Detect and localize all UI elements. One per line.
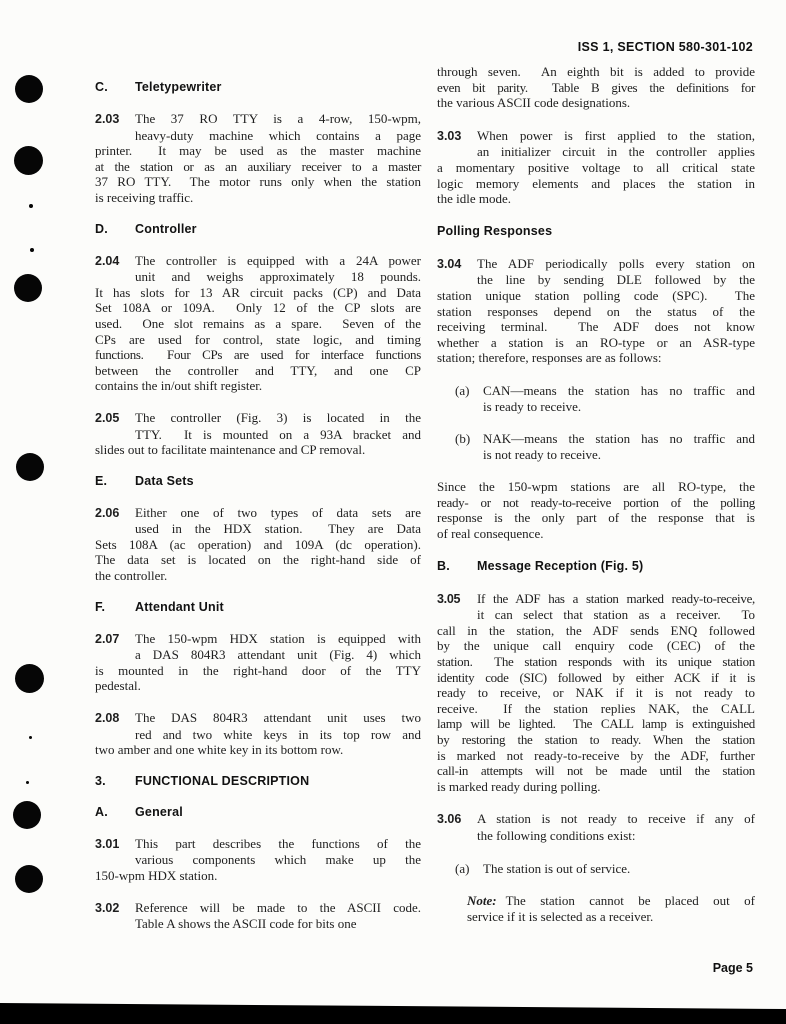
paragraph [437, 256, 755, 366]
paragraph-number: 3.04 [437, 256, 462, 271]
text-line: two amber and one white key in its bottom row. [95, 742, 344, 758]
paragraph [95, 900, 421, 932]
line-text: When power is first applied to the station, [477, 127, 755, 143]
list-marker: (b) [455, 431, 471, 447]
line-text: The 150-wpm HDX station is equipped with [135, 630, 421, 646]
text-line: Set 108A or 109A. Only 12 of the CP slots are [95, 300, 421, 316]
paragraph [437, 128, 755, 207]
heading-label: F. [95, 599, 106, 614]
text-line: an initializer circuit in the controller applies [477, 144, 755, 160]
paragraph-number: 2.05 [95, 410, 120, 425]
heading-label: B. [437, 558, 450, 573]
list-marker: (a) [455, 382, 470, 398]
paragraph [95, 631, 421, 694]
text-line: the controller. [95, 568, 168, 584]
text-line: is mounted in the right-hand door of the TTY [95, 662, 421, 678]
section-heading [437, 224, 755, 239]
heading-title: FUNCTIONAL DESCRIPTION [135, 773, 310, 788]
text-line: The data set is located on the right-hand side of [95, 552, 421, 568]
line-text: The ADF periodically polls every station on [477, 255, 755, 271]
section-heading [95, 774, 421, 789]
text-line [437, 811, 755, 828]
heading-title: Polling Responses [437, 223, 553, 238]
text-line: lamp will be lighted. The CALL lamp is extinguished [437, 716, 755, 732]
binding-hole [29, 736, 32, 739]
paragraph-number: 2.06 [95, 505, 120, 520]
text-line [437, 256, 755, 273]
text-line: a DAS 804R3 attendant unit (Fig. 4) which [135, 647, 421, 663]
section-heading [95, 600, 421, 615]
list-marker: (a) [455, 860, 470, 876]
paragraph-number: 2.03 [95, 112, 120, 126]
paragraph-number: 3.03 [437, 128, 462, 143]
text-line [95, 253, 421, 270]
text-line: identity code (SIC) followed by either ACK if it is [437, 669, 755, 685]
binding-hole [16, 453, 44, 481]
text-line [437, 383, 755, 399]
text-line: red and two white keys in its top row and [135, 726, 421, 742]
text-line: 150-wpm HDX station. [95, 868, 218, 883]
text-line: call in the station, the ADF sends ENQ followed [437, 622, 755, 638]
paragraph [437, 591, 755, 795]
line-text: The station is out of service. [483, 860, 631, 876]
text-line [437, 893, 755, 909]
heading-title: Controller [135, 221, 197, 236]
text-line: station responses depend on the status of the [437, 303, 755, 319]
line-text: CAN—means the station has no traffic and [483, 382, 755, 398]
section-heading [95, 805, 421, 820]
text-line [95, 505, 421, 522]
line-text: The 37 RO TTY is a 4-row, 150-wpm, [135, 111, 421, 126]
line-text: Either one of two types of data sets are [135, 504, 421, 520]
paragraph [95, 253, 421, 394]
paragraph [95, 111, 421, 206]
text-line: is marked ready during polling. [437, 778, 601, 794]
text-line: station unique station polling code (SPC). The [437, 287, 755, 303]
line-text: Reference will be made to the ASCII code. [135, 899, 421, 915]
paragraph-number: 2.07 [95, 631, 120, 646]
text-line: used. One slot remains as a spare. Seven of the [95, 315, 421, 331]
section-heading [95, 80, 421, 95]
text-line: used in the HDX station. They are Data [135, 521, 421, 537]
heading-label: A. [95, 804, 108, 819]
paragraph [95, 410, 421, 458]
text-line: the idle mode. [437, 191, 512, 207]
text-line: contains the in/out shift register. [95, 378, 263, 394]
text-line: response is the only part of the response that is [437, 510, 755, 526]
note-label: Note: [467, 893, 497, 909]
text-line: whether a station is an RO-type or an ASR-type [437, 334, 755, 350]
paragraph-number: 3.06 [437, 812, 462, 827]
right-column [437, 64, 755, 941]
paragraph-number: 3.01 [95, 836, 120, 851]
text-line: printer. It may be used as the master machine [95, 143, 421, 159]
text-line: the following conditions exist: [477, 827, 636, 843]
text-line: call-in attempts will not be made until the station [437, 763, 755, 779]
heading-label: C. [95, 80, 108, 94]
section-heading [437, 559, 755, 574]
paragraph [95, 505, 421, 584]
scan-edge-bar [0, 1001, 786, 1024]
text-line: station. The station responds with its unique station [437, 654, 755, 670]
line-text: A station is not ready to receive if any of [477, 811, 755, 827]
line-text: If the ADF has a station marked ready-to-receive, [477, 590, 755, 606]
text-line: heavy-duty machine which contains a page [135, 127, 421, 143]
binding-hole [29, 204, 33, 208]
text-line: various components which make up the [135, 852, 421, 868]
text-line [95, 631, 421, 648]
line-text: The station cannot be placed out of [505, 893, 755, 909]
binding-hole [26, 781, 29, 784]
text-line: Table A shows the ASCII code for bits one [135, 916, 357, 932]
text-line: is marked not ready-to-receive by the ADF, further [437, 747, 755, 763]
heading-title: General [135, 804, 183, 819]
text-line: TTY. It is mounted on a 93A bracket and [135, 426, 421, 442]
list-item [437, 383, 755, 414]
binding-hole [14, 274, 42, 302]
text-line: a momentary positive voltage to all critical state [437, 159, 755, 175]
text-line: between the controller and TTY, and one CP [95, 362, 421, 378]
line-text: This part describes the functions of the [135, 835, 421, 851]
text-line: CPs are used for control, state logic, and timing [95, 331, 421, 347]
line-text: The controller (Fig. 3) is located in the [135, 409, 421, 425]
text-line: by the unique call enquiry code (CEC) of the [437, 638, 755, 654]
line-text: The controller is equipped with a 24A power [135, 252, 421, 268]
text-line: logic memory elements and places the station in [437, 175, 755, 191]
binding-hole [15, 865, 43, 893]
text-line: ready to receive, or NAK if it is not ready to [437, 685, 755, 701]
page-number: Page 5 [712, 961, 753, 975]
text-line: the various ASCII code designations. [437, 95, 631, 111]
text-line: is receiving traffic. [95, 189, 194, 205]
text-line: It has slots for 13 AR circuit packs (CP) and Data [95, 284, 421, 300]
text-line [95, 710, 421, 727]
heading-title: Data Sets [135, 473, 194, 488]
text-line: of real consequence. [437, 526, 544, 542]
binding-hole [14, 146, 43, 175]
section-heading [95, 222, 421, 237]
text-line [437, 431, 755, 447]
text-line: the line by sending DLE followed by the [477, 272, 755, 288]
text-line: it can select that station as a receiver. To [477, 607, 755, 623]
doc-id-header: ISS 1, SECTION 580-301-102 [577, 40, 753, 54]
paragraph-number: 2.08 [95, 711, 120, 726]
text-line: Sets 108A (ac operation) and 109A (dc operation). [95, 536, 421, 552]
text-line [95, 111, 421, 128]
text-line: station; therefore, responses are as follows: [437, 350, 662, 366]
paragraph-number: 3.02 [95, 900, 120, 915]
left-column [95, 80, 421, 948]
list-item [437, 431, 755, 462]
binding-hole [13, 801, 41, 829]
paragraph [437, 811, 755, 843]
text-line: Since the 150-wpm stations are all RO-type, the [437, 479, 755, 495]
heading-label: D. [95, 221, 108, 236]
text-line [95, 900, 421, 917]
paragraph [437, 479, 755, 541]
paragraph [437, 64, 755, 111]
text-line: is not ready to receive. [483, 446, 602, 462]
line-text: The DAS 804R3 attendant unit uses two [135, 710, 421, 726]
text-line: unit and weighs approximately 18 pounds. [135, 269, 421, 285]
heading-title: Attendant Unit [135, 599, 224, 614]
text-line: 37 RO TTY. The motor runs only when the station [95, 174, 421, 190]
text-line [95, 410, 421, 427]
paragraph [95, 710, 421, 758]
text-line: receive. If the station replies NAK, the CALL [437, 700, 755, 716]
list-item [437, 861, 755, 877]
text-line: by restoring the station to ready. When the station [437, 732, 755, 747]
line-text: NAK—means the station has no traffic and [483, 431, 755, 447]
text-line: slides out to facilitate maintenance and CP removal. [95, 442, 366, 458]
text-line [437, 591, 755, 608]
heading-label: E. [95, 473, 108, 488]
paragraph-number: 3.05 [437, 591, 461, 606]
heading-label: 3. [95, 773, 106, 788]
text-line: is ready to receive. [483, 398, 582, 414]
text-line: receiving terminal. The ADF does not know [437, 319, 755, 335]
text-line [437, 861, 755, 877]
text-line: pedestal. [95, 678, 141, 694]
binding-hole [30, 248, 34, 252]
heading-title: Teletypewriter [135, 80, 222, 94]
text-line [95, 836, 421, 853]
section-heading [95, 474, 421, 489]
text-line: functions. Four CPs are used for interface functions [95, 347, 421, 363]
text-line: even bit parity. Table B gives the definitions for [437, 79, 755, 95]
paragraph [95, 836, 421, 884]
text-line: service if it is selected as a receiver. [467, 908, 654, 924]
binding-hole [15, 75, 43, 103]
text-line: at the station or as an auxiliary receiver to a master [95, 158, 421, 174]
text-line: through seven. An eighth bit is added to provide [437, 64, 755, 79]
text-line [437, 128, 755, 145]
note [437, 893, 755, 924]
heading-title: Message Reception (Fig. 5) [477, 558, 644, 573]
text-line: ready- or not ready-to-receive portion of the polling [437, 494, 755, 510]
paragraph-number: 2.04 [95, 253, 120, 268]
binding-hole [15, 664, 44, 693]
